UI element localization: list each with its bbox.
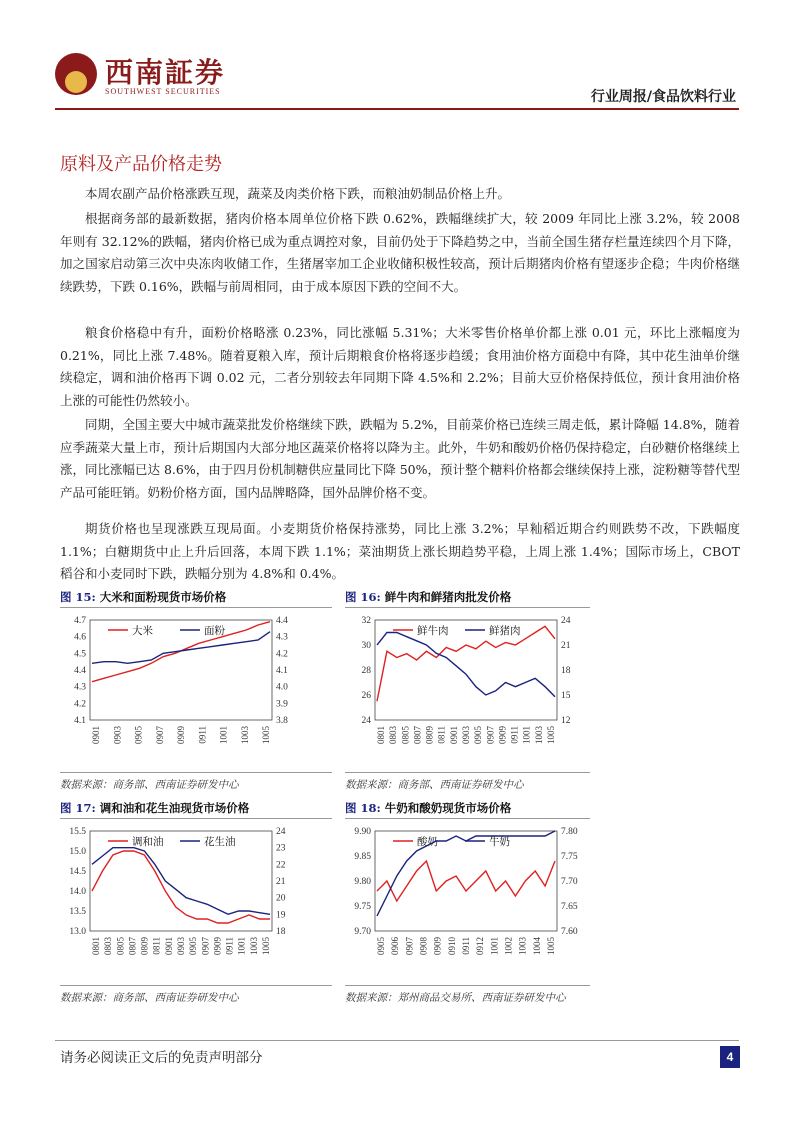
left-tick-label: 13.5 (69, 907, 86, 917)
right-tick-label: 21 (276, 877, 286, 887)
left-tick-label: 24 (361, 716, 371, 726)
right-tick-label: 19 (276, 910, 286, 921)
figure-17-source: 数据来源：商务部、西南证券研发中心 (60, 992, 239, 1004)
paragraph-4: 同期，全国主要大中城市蔬菜批发价格继续下跌，跌幅为 5.2%，目前菜价格已连续三周走低，累计降幅 14.8%，随着应季蔬菜大量上市，预计后期国内大部分地区蔬菜价格将以降为主。此外，牛奶和酸奶价格仍保持稳定，白砂糖价格继续上涨，同比涨幅已达 8.6%，由于四月份机制糖供应量同比下降 50%，预计整个糖料价格都会继续保持上涨，淀粉糖等替代型产品可能旺销。奶粉价格方面，国内品牌略降，国外品牌价格不变。 (60, 417, 740, 500)
figure-15-bottom-rule (60, 772, 332, 773)
x-tick-label: 1004 (531, 937, 542, 955)
x-tick-label: 0907 (154, 726, 165, 744)
chart-rice-flour (60, 612, 300, 762)
x-tick-label: 1001 (521, 726, 532, 744)
paragraph-3: 粮食价格稳中有升，面粉价格略涨 0.23%，同比涨幅 5.31%；大米零售价格单价都上涨 0.01 元，环比上涨幅度为 0.21%，同比上涨 7.48%。随着夏粮入库，预计后期粮食价格将逐步趋缓；食用油价格方面稳中有降，其中花生油单价继续稳定，调和油价格再下调 0.02 元，二者分别较去年同期下降 4.5%和 2.2%；目前大豆价格保持低位，预计食用油价格上涨的可能性仍然较小。 (60, 325, 740, 408)
left-tick-label: 9.80 (354, 877, 371, 887)
x-tick-label: 0801 (91, 937, 101, 955)
legend-label: 酸奶 (417, 836, 438, 848)
x-tick-label: 0903 (461, 726, 471, 744)
plot-frame (90, 620, 272, 720)
series-line-0 (92, 851, 270, 923)
x-tick-label: 0807 (412, 726, 423, 744)
x-tick-label: 0908 (418, 937, 429, 955)
footer-disclaimer: 请务必阅读正文后的免责声明部分 (60, 1050, 263, 1066)
logo-company-cn: 西南証券 (105, 56, 226, 89)
figure-17-caption: 调和油和花生油现货市场价格 (99, 801, 250, 815)
left-tick-label: 9.75 (354, 902, 371, 912)
legend-label: 面粉 (204, 625, 225, 637)
left-tick-label: 13.0 (69, 927, 86, 937)
x-tick-label: 0907 (404, 937, 415, 955)
figure-16-label: 图 16: (345, 590, 381, 604)
left-tick-label: 4.6 (74, 632, 86, 643)
figure-15-title (60, 589, 226, 605)
x-tick-label: 0811 (436, 726, 447, 744)
right-tick-label: 4.4 (276, 616, 288, 626)
right-tick-label: 15 (561, 691, 571, 701)
right-tick-label: 21 (561, 641, 571, 651)
x-tick-label: 0803 (388, 726, 399, 744)
series-line-1 (92, 632, 270, 664)
x-tick-label: 1001 (489, 937, 500, 955)
right-tick-label: 7.65 (561, 902, 578, 912)
figure-16-title (345, 589, 511, 605)
report-type: 行业周报/食品饮料行业 (590, 89, 736, 105)
right-tick-label: 24 (561, 616, 571, 626)
x-tick-label: 0905 (473, 726, 484, 744)
right-tick-label: 23 (276, 843, 286, 854)
plot-frame (375, 831, 557, 931)
x-tick-label: 1003 (517, 937, 528, 955)
x-tick-label: 0907 (200, 937, 211, 955)
figure-18-rule (345, 818, 590, 819)
x-tick-label: 0809 (139, 937, 150, 955)
left-tick-label: 4.4 (74, 666, 86, 676)
x-tick-label: 0901 (163, 937, 174, 955)
x-tick-label: 1005 (546, 726, 556, 744)
figure-18-title (345, 800, 511, 816)
figure-18-label: 图 18: (345, 801, 381, 815)
x-tick-label: 0911 (461, 937, 471, 955)
header-divider (55, 108, 739, 110)
x-tick-label: 0909 (432, 937, 443, 955)
series-line-1 (92, 848, 270, 915)
figure-17-bottom-rule (60, 985, 332, 986)
paragraph-1: 本周农副产品价格涨跌互现，蔬菜及肉类价格下跌，而粮油奶制品价格上升。 (85, 186, 511, 201)
page-header (0, 0, 794, 110)
left-tick-label: 15.0 (69, 847, 86, 857)
x-tick-label: 1005 (546, 937, 556, 955)
figure-17-rule (60, 818, 332, 819)
x-tick-label: 0911 (509, 726, 520, 744)
x-tick-label: 0911 (224, 937, 235, 955)
x-tick-label: 0912 (475, 937, 486, 955)
left-tick-label: 9.90 (354, 827, 371, 837)
x-tick-label: 0905 (133, 726, 144, 744)
footer-divider (55, 1040, 739, 1041)
left-tick-label: 4.1 (74, 716, 86, 726)
x-tick-label: 1001 (236, 937, 247, 955)
legend-label: 花生油 (204, 836, 236, 848)
x-tick-label: 1005 (261, 937, 271, 955)
x-tick-label: 1001 (218, 726, 229, 744)
legend-label: 调和油 (132, 836, 164, 848)
legend-label: 鲜牛肉 (417, 625, 449, 637)
figure-16-rule (345, 607, 590, 608)
right-tick-label: 4.1 (276, 666, 288, 676)
figure-16-bottom-rule (345, 772, 590, 773)
figure-15-source: 数据来源：商务部、西南证券研发中心 (60, 779, 239, 791)
figure-17-label: 图 17: (60, 801, 96, 815)
legend-label: 牛奶 (489, 836, 510, 848)
left-tick-label: 32 (361, 616, 371, 626)
right-tick-label: 7.60 (561, 927, 578, 937)
x-tick-label: 0811 (151, 937, 162, 955)
left-tick-label: 4.3 (74, 682, 86, 693)
x-tick-label: 0911 (197, 726, 208, 744)
x-tick-label: 0803 (103, 937, 114, 955)
right-tick-label: 24 (276, 827, 286, 837)
right-tick-label: 12 (561, 716, 571, 726)
section-title: 原料及产品价格走势 (60, 154, 222, 175)
left-tick-label: 14.0 (69, 887, 86, 897)
series-line-0 (377, 861, 555, 901)
figure-15-caption: 大米和面粉现货市场价格 (99, 590, 227, 604)
logo-emblem-icon (55, 53, 97, 95)
figure-16-source: 数据来源：商务部、西南证券研发中心 (345, 779, 524, 791)
x-tick-label: 1003 (533, 726, 544, 744)
left-tick-label: 9.85 (354, 852, 371, 862)
x-tick-label: 0905 (188, 937, 199, 955)
right-tick-label: 3.9 (276, 699, 288, 710)
x-tick-label: 1003 (248, 937, 259, 955)
x-tick-label: 0805 (115, 937, 126, 955)
figure-15-rule (60, 607, 332, 608)
right-tick-label: 3.8 (276, 716, 288, 726)
legend-label: 鲜猪肉 (489, 625, 521, 637)
left-tick-label: 9.70 (354, 927, 371, 937)
series-line-1 (377, 633, 555, 697)
x-tick-label: 1003 (239, 726, 250, 744)
logo-company-en: SOUTHWEST SECURITIES (105, 87, 221, 96)
left-tick-label: 4.5 (74, 649, 86, 660)
left-tick-label: 15.5 (69, 827, 86, 837)
paragraph-5: 期货价格也呈现涨跌互现局面。小麦期货价格保持涨势，同比上涨 3.2%；早籼稻近期合约则跌势不改，下跌幅度 1.1%；白糖期货中止上升后回落，本周下跌 1.1%；菜油期货上涨长期趋势平稳，上周上涨 1.4%；国际市场上，CBOT 稻谷和小麦同时下跌，跌幅分别为 4.8%和 0.4%。 (60, 521, 740, 581)
left-tick-label: 14.5 (69, 867, 86, 877)
x-tick-label: 0903 (176, 937, 186, 955)
right-tick-label: 18 (276, 927, 286, 937)
right-tick-label: 4.2 (276, 649, 288, 660)
right-tick-label: 18 (561, 666, 571, 676)
figure-15-label: 图 15: (60, 590, 96, 604)
chart-blend-peanut-oil (60, 823, 300, 973)
right-tick-label: 7.80 (561, 827, 578, 837)
right-tick-label: 4.3 (276, 632, 288, 643)
x-tick-label: 1005 (261, 726, 271, 744)
x-tick-label: 0809 (424, 726, 435, 744)
x-tick-label: 0805 (400, 726, 411, 744)
x-tick-label: 1002 (503, 937, 514, 955)
left-tick-label: 4.7 (74, 616, 86, 626)
page-number: 4 (720, 1046, 740, 1068)
chart-milk-yogurt (345, 823, 585, 973)
left-tick-label: 26 (361, 691, 371, 701)
right-tick-label: 20 (276, 893, 286, 904)
figure-18-bottom-rule (345, 985, 590, 986)
x-tick-label: 0910 (446, 937, 457, 955)
x-tick-label: 0901 (91, 726, 101, 744)
right-tick-label: 4.0 (276, 682, 288, 693)
left-tick-label: 30 (361, 641, 371, 651)
x-tick-label: 0807 (127, 937, 138, 955)
right-tick-label: 7.70 (561, 877, 578, 887)
left-tick-label: 4.2 (74, 699, 86, 710)
x-tick-label: 0901 (448, 726, 459, 744)
x-tick-label: 0905 (376, 937, 386, 955)
figure-16-caption: 鲜牛肉和鲜猪肉批发价格 (384, 590, 512, 604)
x-tick-label: 0906 (390, 937, 401, 955)
x-tick-label: 0909 (497, 726, 508, 744)
paragraph-2: 根据商务部的最新数据，猪肉价格本周单位价格下跌 0.62%，跌幅继续扩大，较 2009 年同比上涨 3.2%，较 2008 年则有 32.12%的跌幅，猪肉价格已成为重点调控对象，目前仍处于下降趋势之中，当前全国生猪存栏量连续四个月下降，加之国家启动第三次中央冻肉收储工作，生猪屠宰加工企业收储积极性较高，预计后期猪肉价格有望逐步企稳；牛肉价格继续跌势，下跌 0.16%，跌幅与前周相同，由于成本原因下跌的空间不大。 (60, 211, 740, 294)
left-tick-label: 28 (361, 666, 371, 676)
x-tick-label: 0801 (376, 726, 386, 744)
x-tick-label: 0903 (112, 726, 123, 744)
figure-18-source: 数据来源：郑州商品交易所、西南证券研发中心 (345, 992, 566, 1004)
company-logo (55, 45, 255, 105)
right-tick-label: 7.75 (561, 852, 578, 862)
right-tick-label: 22 (276, 860, 286, 871)
chart-beef-pork (345, 612, 585, 762)
series-line-1 (377, 831, 555, 916)
figure-17-title (60, 800, 249, 816)
series-line-0 (377, 626, 555, 701)
legend-label: 大米 (132, 625, 153, 637)
x-tick-label: 0909 (176, 726, 186, 744)
x-tick-label: 0909 (212, 937, 223, 955)
figure-18-caption: 牛奶和酸奶现货市场价格 (384, 801, 512, 815)
x-tick-label: 0907 (485, 726, 496, 744)
